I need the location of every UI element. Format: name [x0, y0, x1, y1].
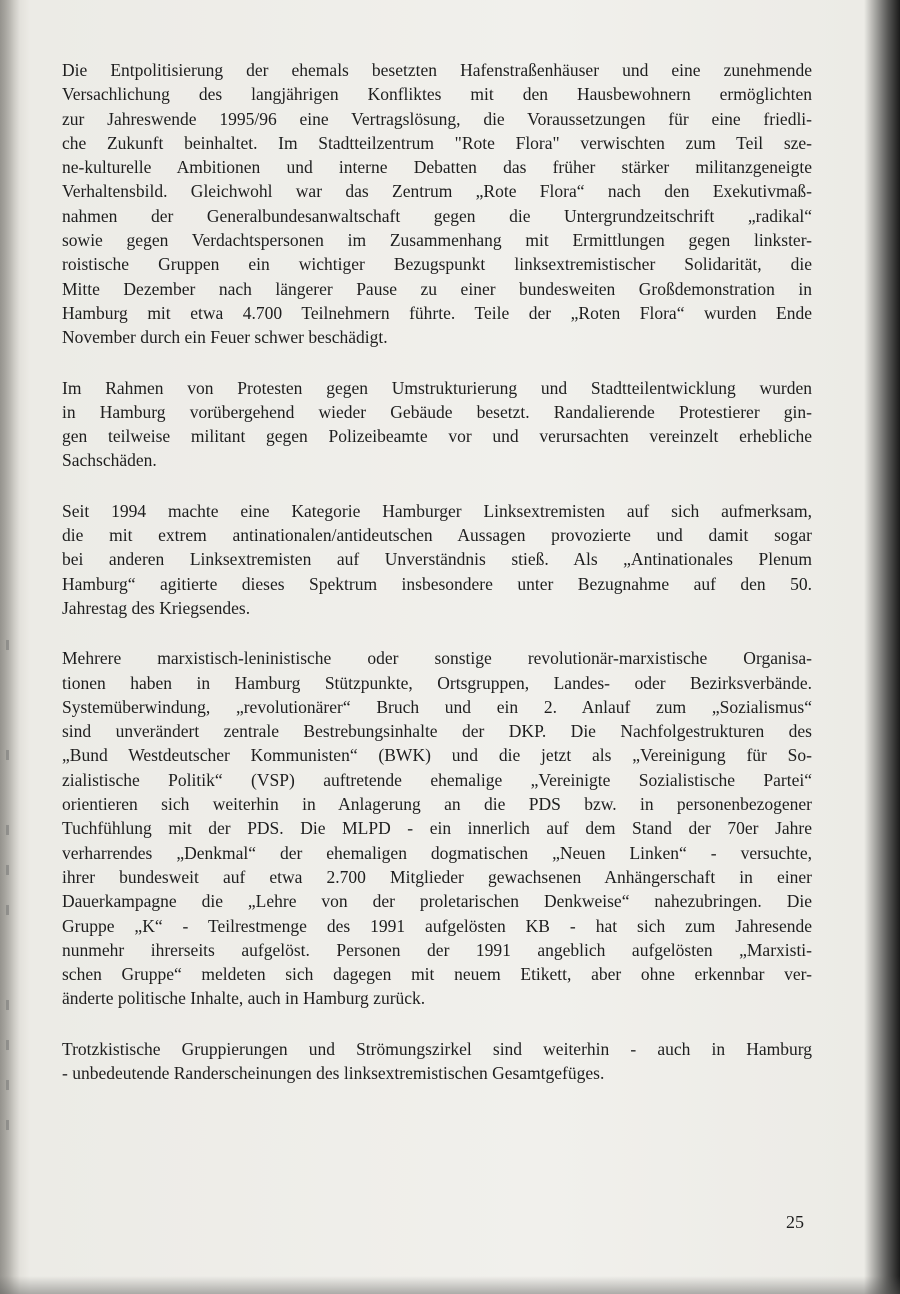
text-line: Trotzkistische Gruppierungen und Strömungszirkel sind weiterhin - auch in Hamburg: [62, 1038, 812, 1059]
text-line: sowie gegen Verdachtspersonen im Zusammenhang mit Ermittlungen gegen linkster-: [62, 230, 812, 251]
text-line: Hamburg“ agitierte dieses Spektrum insbesondere unter Bezugnahme auf den 50.: [62, 573, 812, 594]
text-line: Jahrestag des Kriegsendes.: [62, 597, 251, 618]
text-line: ne-kulturelle Ambitionen und interne Debatten das früher stärker militanzgeneigte: [62, 157, 812, 178]
text-line: che Zukunft beinhaltet. Im Stadtteilzentrum "Rote Flora" verwischten zum Teil sze-: [62, 132, 812, 153]
text-line: die mit extrem antinationalen/antideutschen Aussagen provozierte und damit sogar: [62, 525, 812, 546]
text-line: Im Rahmen von Protesten gegen Umstrukturierung und Stadtteilentwicklung wurden: [62, 377, 812, 398]
text-line: nahmen der Generalbundesanwaltschaft gegen die Untergrundzeitschrift „radikal“: [62, 205, 812, 226]
text-line: Dauerkampagne die „Lehre von der proletarischen Denkweise“ nahezubringen. Die: [62, 891, 812, 912]
text-line: Systemüberwindung, „revolutionärer“ Bruch und ein 2. Anlauf zum „Sozialismus“: [62, 696, 812, 717]
text-line: Die Entpolitisierung der ehemals besetzten Hafenstraßenhäuser und eine zunehmende: [62, 60, 812, 80]
paragraph-5: [62, 1037, 812, 1086]
text-line: Gruppe „K“ - Teilrestmenge des 1991 aufgelösten KB - hat sich zum Jahresende: [62, 915, 812, 936]
text-line: November durch ein Feuer schwer beschädigt.: [62, 327, 388, 348]
text-line: verharrendes „Denkmal“ der ehemaligen dogmatischen „Neuen Linken“ - versuchte,: [62, 842, 812, 863]
text-line: tionen haben in Hamburg Stützpunkte, Ortsgruppen, Landes- oder Bezirksverbände.: [62, 672, 812, 693]
text-line: nunmehr ihrerseits aufgelöst. Personen der 1991 angeblich aufgelösten „Marxisti-: [62, 939, 812, 960]
text-line: zialistische Politik“ (VSP) auftretende ehemalige „Vereinigte Sozialistische Partei“: [62, 769, 812, 790]
text-line: roistische Gruppen ein wichtiger Bezugspunkt linksextremistischer Solidarität, die: [62, 254, 812, 275]
text-line: bei anderen Linksextremisten auf Unverständnis stieß. Als „Antinationales Plenum: [62, 549, 812, 570]
body-text: [62, 58, 812, 1111]
text-line: Tuchfühlung mit der PDS. Die MLPD - ein innerlich auf dem Stand der 70er Jahre: [62, 818, 812, 839]
margin-marks: [6, 640, 18, 1180]
text-line: Sachschäden.: [62, 450, 157, 471]
text-line: zur Jahreswende 1995/96 eine Vertragslösung, die Voraussetzungen für eine friedli-: [62, 108, 812, 129]
page-bottom-shadow: [0, 1276, 900, 1294]
text-line: „Bund Westdeutscher Kommunisten“ (BWK) und die jetzt als „Vereinigung für So-: [62, 745, 812, 766]
text-line: Hamburg mit etwa 4.700 Teilnehmern führte. Teile der „Roten Flora“ wurden Ende: [62, 302, 812, 323]
paragraph-3: [62, 499, 812, 620]
text-line: ihrer bundesweit auf etwa 2.700 Mitglieder gewachsenen Anhängerschaft in einer: [62, 866, 812, 887]
text-line: Seit 1994 machte eine Kategorie Hamburger Linksextremisten auf sich aufmerksam,: [62, 500, 812, 521]
text-line: sind unverändert zentrale Bestrebungsinhalte der DKP. Die Nachfolgestrukturen des: [62, 721, 812, 742]
text-line: schen Gruppe“ meldeten sich dagegen mit neuem Etikett, aber ohne erkennbar ver-: [62, 964, 812, 985]
text-line: in Hamburg vorübergehend wieder Gebäude besetzt. Randalierende Protestierer gin-: [62, 401, 812, 422]
text-line: Versachlichung des langjährigen Konfliktes mit den Hausbewohnern ermöglichten: [62, 84, 812, 105]
text-line: Mehrere marxistisch-leninistische oder sonstige revolutionär-marxistische Organisa-: [62, 648, 812, 669]
text-line: Mitte Dezember nach längerer Pause zu einer bundesweiten Großdemonstration in: [62, 278, 812, 299]
text-line: gen teilweise militant gegen Polizeibeamte vor und verursachten vereinzelt erhebliche: [62, 426, 812, 447]
paragraph-1: [62, 58, 812, 350]
text-line: - unbedeutende Randerscheinungen des linksextremistischen Gesamtgefüges.: [62, 1062, 605, 1083]
text-line: änderte politische Inhalte, auch in Hamburg zurück.: [62, 988, 426, 1009]
paragraph-4: [62, 646, 812, 1010]
text-line: orientieren sich weiterhin in Anlagerung an die PDS bzw. in personenbezogener: [62, 794, 812, 815]
text-line: Verhaltensbild. Gleichwohl war das Zentrum „Rote Flora“ nach den Exekutivmaß-: [62, 181, 812, 202]
paragraph-2: [62, 376, 812, 473]
page-number: 25: [786, 1212, 804, 1232]
